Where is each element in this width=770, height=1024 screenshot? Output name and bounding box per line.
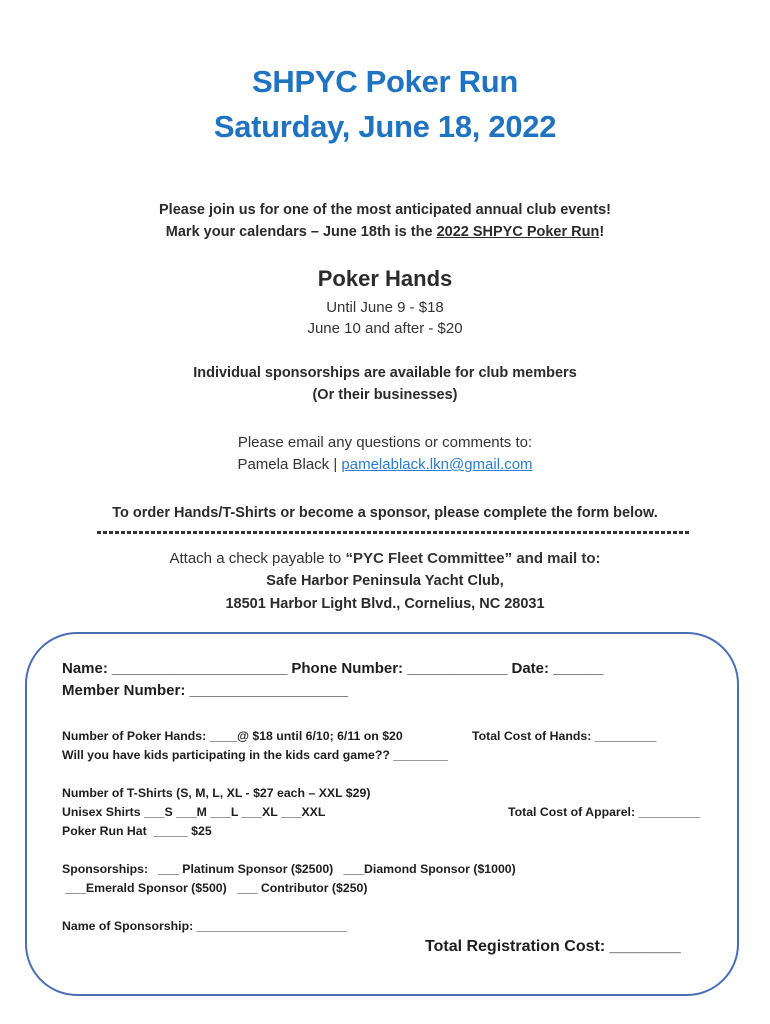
form-total-registration-cost[interactable]: Total Registration Cost: ________ [425,938,681,955]
intro-event-underlined: 2022 SHPYC Poker Run [436,224,600,240]
poker-hands-heading: Poker Hands [317,266,453,291]
mail-club-name: Safe Harbor Peninsula Yacht Club, [266,573,504,589]
form-tshirts-heading: Number of T-Shirts (S, M, L, XL - $27 each – XXL $29) [62,786,371,800]
mail-payee: “PYC Fleet Committee” and mail to: [345,550,601,567]
intro-line-2-prefix: Mark your calendars – June 18th is the [165,224,437,240]
form-total-cost-hands[interactable]: Total Cost of Hands: _________ [472,729,657,743]
poker-hands-price-early: Until June 9 - $18 [326,299,444,316]
title-event-name: SHPYC Poker Run [252,64,518,99]
form-kids-card-game-line[interactable]: Will you have kids participating in the kids card game?? ________ [62,748,449,762]
contact-name: Pamela Black | [237,456,342,473]
contact-line-2 [0,454,770,475]
intro-line-1: Please join us for one of the most anticipated annual club events! [159,202,611,218]
contact-email-link[interactable]: pamelablack.lkn@gmail.com [341,456,533,473]
cut-line-divider [97,531,689,534]
form-sponsorships-line-1[interactable]: Sponsorships: ___ Platinum Sponsor ($2500) ___Diamond Sponsor ($1000) [62,862,516,876]
form-sponsorships-line-2[interactable]: ___Emerald Sponsor ($500) ___ Contributor ($250) [62,881,368,895]
mail-instruction [0,548,770,569]
title-event-date: Saturday, June 18, 2022 [213,109,557,144]
form-sponsorship-name-line[interactable]: Name of Sponsorship: ______________________ [62,919,348,933]
order-instruction: To order Hands/T-Shirts or become a sponsor, please complete the form below. [112,505,658,521]
form-unisex-shirts-line[interactable]: Unisex Shirts ___S ___M ___L ___XL ___XXL [62,805,326,819]
form-poker-hands-line[interactable]: Number of Poker Hands: ____@ $18 until 6/10; 6/11 on $20 [62,729,403,743]
sponsorship-note-line-1: Individual sponsorships are available for club members [193,365,577,381]
form-total-cost-apparel[interactable]: Total Cost of Apparel: _________ [508,805,701,819]
mail-address: 18501 Harbor Light Blvd., Cornelius, NC 28031 [225,596,545,612]
intro-line-2-suffix: ! [599,224,605,240]
form-poker-run-hat-line[interactable]: Poker Run Hat _____ $25 [62,824,212,838]
mail-prefix: Attach a check payable to [169,550,346,567]
form-name-phone-date-line[interactable]: Name: _____________________ Phone Number: ____________ Date: ______ [62,660,604,677]
poker-hands-price-late: June 10 and after - $20 [307,320,463,337]
sponsorship-note-line-2: (Or their businesses) [312,387,458,403]
intro-line-2 [0,221,770,243]
form-member-number-line[interactable]: Member Number: ___________________ [62,682,349,699]
contact-line-1: Please email any questions or comments to: [237,434,533,451]
